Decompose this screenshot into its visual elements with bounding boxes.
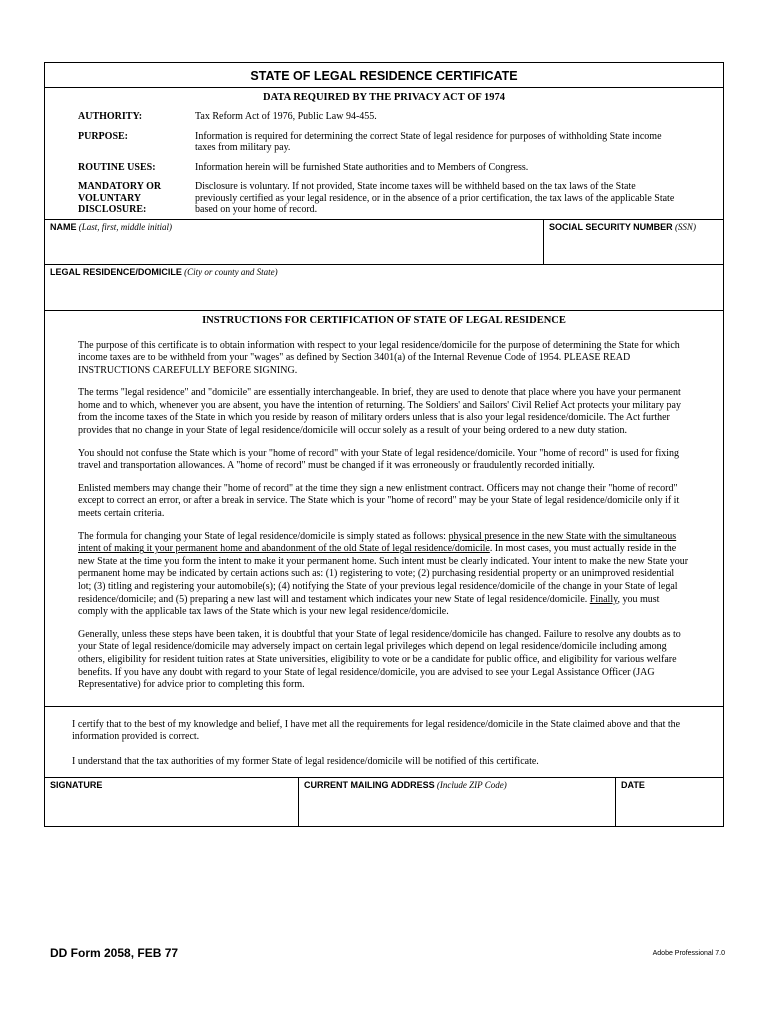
- formula-underlined: physical presence in the new State with the simultaneous intent of making it your permanent home and abandonment of the old State of legal residence/domicile: [78, 530, 677, 555]
- instructions-section: [45, 310, 723, 706]
- privacy-act-heading: DATA REQUIRED BY THE PRIVACY ACT OF 1974: [262, 92, 506, 103]
- instructions-heading: INSTRUCTIONS FOR CERTIFICATION OF STATE OF LEGAL RESIDENCE: [202, 314, 566, 326]
- name-field[interactable]: [45, 220, 544, 264]
- name-ssn-row: [45, 219, 723, 264]
- residence-label: LEGAL RESIDENCE/DOMICILE: [50, 266, 182, 277]
- certification-section: [45, 706, 723, 777]
- mailing-address-field[interactable]: [299, 778, 616, 826]
- date-field[interactable]: [616, 778, 723, 826]
- legal-residence-form: [44, 62, 724, 827]
- name-hint: (Last, first, middle initial): [78, 221, 173, 232]
- name-label: NAME: [50, 221, 77, 232]
- formula-finally: Finally: [589, 593, 618, 605]
- form-number: DD Form 2058, FEB 77: [50, 946, 179, 960]
- instructions-paragraph: Generally, unless these steps have been taken, it is doubtful that your State of legal residence/domicile has changed. Failure to resolve any doubts as to your State of legal residence/domicile may adversely impact on certain legal privileges which depend on legal residence/domicile including among others, eligibility for resident tuition rates at State universities, eligibility to vote or be a candidate for public office, and eligibility for various welfare benefits. If you have any doubt with regard to your State of legal residence/domicile, you are advised to see your Legal Assistance Officer (JAG Representative) for advice prior to completing this form.: [78, 628, 681, 691]
- formula-text: . In most cases, you must actually reside in the new State at the time you form the intent to make it your permanent home. Such intent must be clearly indicated. Your intent to make the new State your permanent home may be indicated by certain actions such as: (1) registering to vote; (2) purchasing residential property or an unimproved residential lot; (3) titling and registering your automobile(s); (4) notifying the State of your previous legal residence/domicile of the change in your State of legal residence/domicile; and (5) preparing a new last will and testament which indicates your new State of legal residence/domicile.: [78, 543, 689, 605]
- instructions-paragraph: You should not confuse the State which is your "home of record" with your State of legal residence/domicile. Your "home of record" is used for fixing travel and transportation allowances. A "home of record" must be changed if it was erroneously or fraudulently recorded initially.: [78, 447, 680, 472]
- privacy-act-section: [45, 88, 723, 216]
- ssn-hint: (SSN): [674, 221, 696, 232]
- privacy-row-purpose: [45, 131, 723, 154]
- privacy-text: Information is required for determining the correct State of legal residence for purposes of withholding State income taxes from military pay.: [195, 130, 662, 153]
- privacy-row-routine-uses: [45, 162, 723, 174]
- residence-row: [45, 264, 723, 310]
- privacy-text: Tax Reform Act of 1976, Public Law 94-455.: [195, 111, 377, 122]
- privacy-label: AUTHORITY:: [78, 111, 143, 122]
- certification-statement: I certify that to the best of my knowledge and belief, I have met all the requirements for legal residence/domicile in the State claimed above and that the information provided is correct.: [72, 718, 681, 743]
- instructions-paragraph-formula: [45, 531, 723, 619]
- signature-label: SIGNATURE: [50, 779, 103, 790]
- form-title: STATE OF LEGAL RESIDENCE CERTIFICATE: [45, 63, 723, 88]
- instructions-paragraph: The purpose of this certificate is to obtain information with respect to your legal residence/domicile for the purpose of determining the State for which income taxes are to be withheld from your "wages" as defined by Section 3401(a) of the Internal Revenue Code of 1954. PLEASE READ INSTRUCTIONS CAREFULLY BEFORE SIGNING.: [78, 339, 680, 376]
- privacy-row-disclosure: [45, 181, 723, 216]
- address-hint: (Include ZIP Code): [436, 779, 507, 790]
- formula-text: , you must comply with the applicable tax laws of the State which is your new legal residence/domicile.: [78, 593, 660, 618]
- legal-residence-field[interactable]: [45, 265, 723, 310]
- date-label: DATE: [621, 779, 645, 790]
- signature-row: [45, 777, 723, 826]
- instructions-paragraph: Enlisted members may change their "home of record" at the time they sign a new enlistment contract. Officers may not change their "home of record" except to correct an error, or after a break in service. The State which is your "home of record" may be your State of legal residence/domicile only if it meets certain criteria.: [78, 482, 680, 520]
- privacy-label: ROUTINE USES:: [78, 161, 156, 173]
- instructions-paragraph: The terms "legal residence" and "domicile" are essentially interchangeable. In brief, they are used to denote that place where you have your permanent home and to which, whenever you are absent, you have the intention of returning. The Soldiers' and Sailors' Civil Relief Act protects your military pay from the income taxes of the State in which you reside by reason of military orders unless that is also your legal residence/domicile. The Act further provides that no change in your State of legal residence/domicile will occur solely as a result of your being ordered to a new duty station.: [78, 387, 681, 437]
- privacy-row-authority: [45, 111, 723, 123]
- privacy-label: PURPOSE:: [78, 130, 128, 142]
- formula-text: The formula for changing your State of legal residence/domicile is simply stated as follows:: [78, 530, 449, 542]
- producer-note: Adobe Professional 7.0: [652, 950, 725, 957]
- ssn-label: SOCIAL SECURITY NUMBER: [549, 221, 673, 232]
- privacy-text: Information herein will be furnished State authorities and to Members of Congress.: [195, 161, 529, 173]
- residence-hint: (City or county and State): [184, 266, 278, 277]
- signature-field[interactable]: [45, 778, 299, 826]
- ssn-field[interactable]: [544, 220, 723, 264]
- certification-notice: I understand that the tax authorities of my former State of legal residence/domicile will be notified of this certificate.: [72, 755, 539, 767]
- address-label: CURRENT MAILING ADDRESS: [304, 779, 435, 790]
- privacy-text: Disclosure is voluntary. If not provided, State income taxes will be withheld based on the tax laws of the State previously certified as your legal residence, or in the absence of a prior certification, the tax laws of the applicable State based on your home of record.: [195, 181, 675, 215]
- privacy-label: MANDATORY OR VOLUNTARY DISCLOSURE:: [78, 181, 162, 215]
